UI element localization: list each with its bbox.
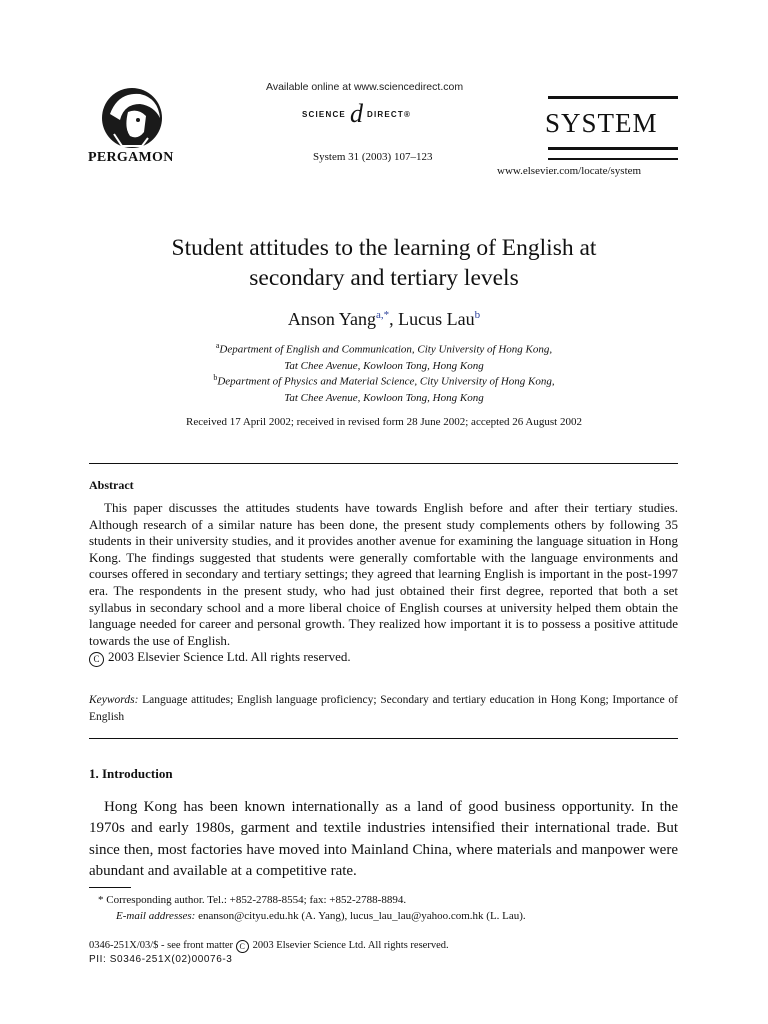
copyright-icon: C [89, 652, 104, 667]
affiliation-label: a [215, 341, 220, 350]
author-superscript[interactable]: a,* [375, 309, 390, 321]
available-online-text: Available online at www.sciencedirect.com [266, 81, 464, 93]
section-heading-introduction: 1. Introduction [89, 766, 173, 781]
abstract-heading: Abstract [89, 478, 134, 492]
front-matter-suffix: 2003 Elsevier Science Ltd. All rights reserved. [252, 940, 449, 951]
received-dates: Received 17 April 2002; received in revised form 28 June 2002; accepted 26 August 2002 [186, 416, 582, 428]
footnote-corresponding: * Corresponding author. Tel.: +852-2788-8554; fax: +852-2788-8894. [98, 894, 407, 906]
affiliation-line: Tat Chee Avenue, Kowloon Tong, Hong Kong [284, 391, 484, 404]
footnote-rule [89, 887, 131, 888]
introduction-paragraph: Hong Kong has been known internationally as a land of good business opportunity. In the 1970s and early 1980s, garment and textile industries intensified their international trade. But since then, most factories have moved into Mainland China, where materials and manpower were abundant and available at a competitive rate. [89, 799, 678, 880]
author-list [0, 309, 768, 330]
keywords-list: Language attitudes; English language proficiency; Secondary and tertiary education in Hong Kong; Importance of English [89, 694, 679, 723]
footnote-emails [116, 909, 678, 924]
journal-rule [548, 147, 678, 150]
sd-right-text: DIRECT® [366, 109, 412, 119]
journal-rule [548, 158, 678, 160]
affiliation-line: Tat Chee Avenue, Kowloon Tong, Hong Kong [284, 359, 484, 372]
pii-identifier: PII: S0346-251X(02)00076-3 [89, 954, 233, 965]
affiliation-a [0, 338, 768, 374]
sd-left-text: SCIENCE [302, 109, 346, 119]
author-superscript[interactable]: b [474, 309, 481, 321]
copyright-icon: C [236, 940, 249, 953]
affiliation-line: Department of Physics and Material Science, City University of Hong Kong, [217, 375, 555, 388]
affiliation-b [0, 370, 768, 406]
journal-url[interactable]: www.elsevier.com/locate/system [497, 165, 642, 177]
author-name: Anson Yang [287, 309, 376, 329]
journal-name: SYSTEM [545, 108, 658, 138]
section-divider [89, 463, 678, 464]
author-name: Lucus Lau [398, 309, 475, 329]
abstract-text: This paper discusses the attitudes students have towards English before and after their tertiary studies. Although research of a similar nature has been done, the present study complements others by following 35 students in their university studies, and it provides another avenue for examining the language situation in Hong Kong. The findings suggested that students were generally comfortable with the language environments and courses offered in secondary and tertiary settings; they agreed that learning English is important in the post-1997 era. The respondents in the present study, who had just obtained their first degree, reported that both a set syllabus in secondary school and a more liberal choice of English courses at university helped them obtain the language needed for career and personal growth. They realized how important it is to possess a positive attitude towards the use of English. [89, 500, 678, 648]
article-title [40, 233, 728, 293]
title-line: Student attitudes to the learning of English at [171, 235, 597, 261]
sd-at-glyph: d [349, 99, 363, 128]
email-label: E-mail addresses: [116, 910, 196, 922]
journal-rule [548, 96, 678, 99]
title-line: secondary and tertiary levels [249, 265, 519, 291]
affiliation-label: b [213, 373, 218, 382]
email-addresses[interactable]: enanson@cityu.edu.hk (A. Yang), lucus_lau_lau@yahoo.com.hk (L. Lau). [198, 910, 526, 922]
copyright-text: 2003 Elsevier Science Ltd. All rights reserved. [108, 649, 351, 665]
warrior-head-icon [88, 84, 176, 150]
author-separator: , [389, 309, 399, 329]
abstract-body [89, 500, 678, 667]
affiliation-line: Department of English and Communication, City University of Hong Kong, [219, 343, 553, 356]
abstract-copyright [89, 649, 678, 667]
front-matter-prefix: 0346-251X/03/$ - see front matter [89, 940, 234, 951]
front-matter [89, 939, 449, 967]
sciencedirect-logo [302, 99, 412, 128]
keywords-label: Keywords: [89, 694, 139, 706]
keywords [89, 692, 678, 725]
journal-citation: System 31 (2003) 107–123 [313, 151, 433, 163]
publisher-name: PERGAMON [88, 150, 174, 165]
introduction-body [89, 797, 678, 883]
section-divider [89, 738, 678, 739]
